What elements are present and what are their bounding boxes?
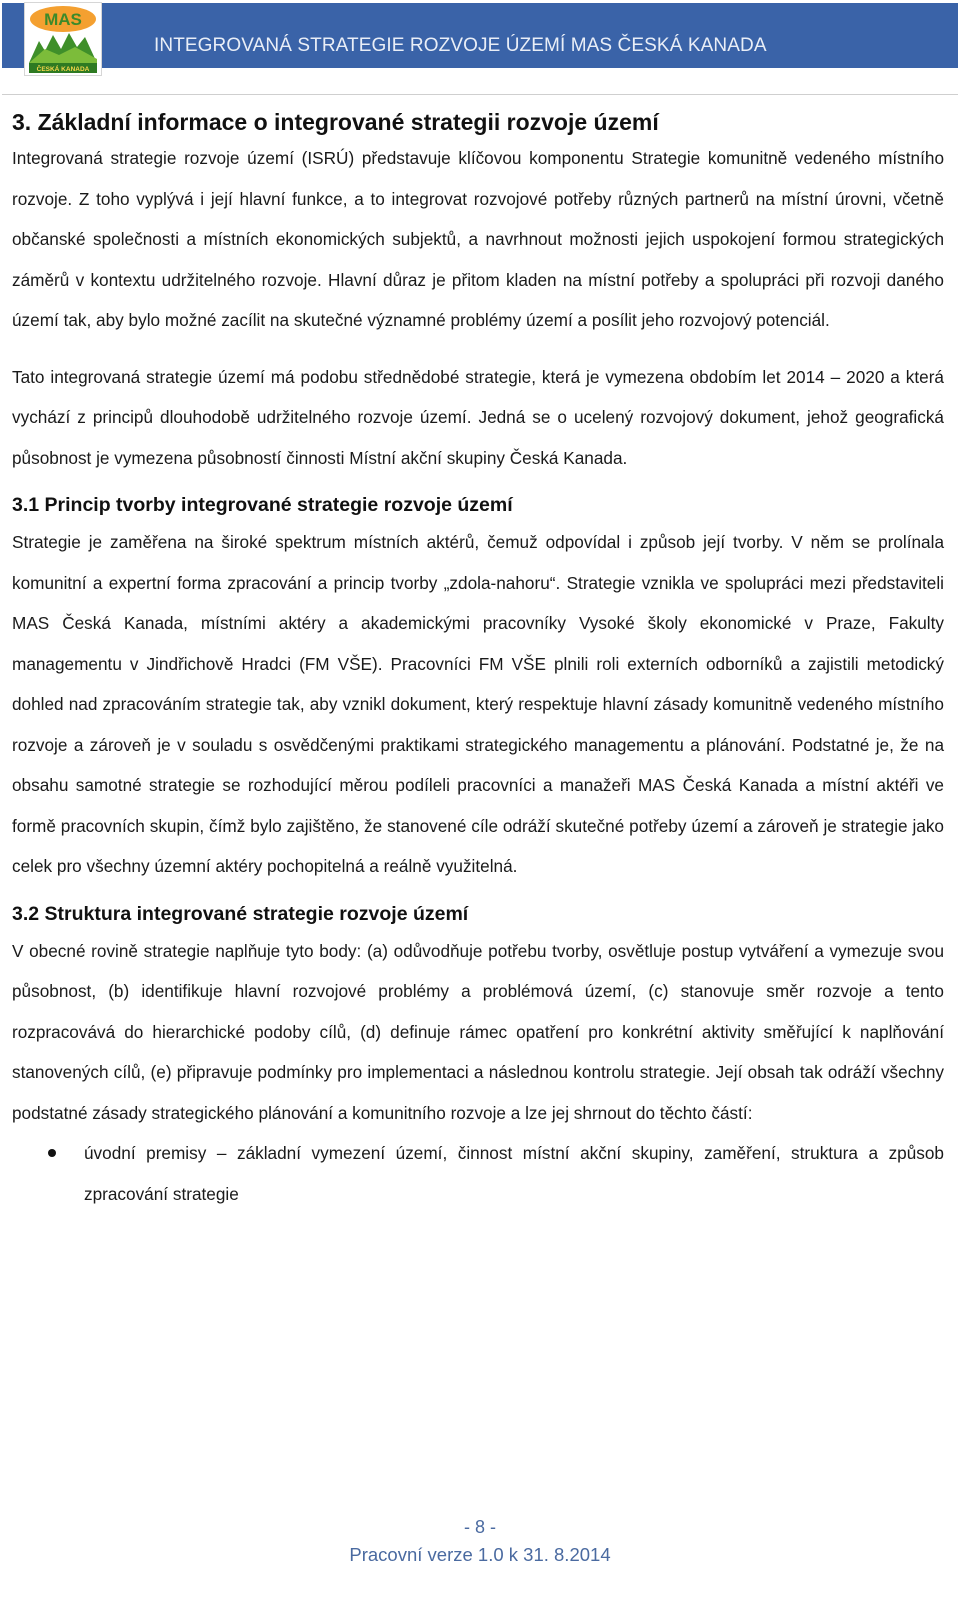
page-content: [12, 108, 944, 1214]
list-item: [12, 1133, 944, 1214]
section-3-1-heading: 3.1 Princip tvorby integrované strategie rozvoje území: [12, 494, 513, 516]
bullet-text: úvodní premisy – základní vymezení území, činnost místní akční skupiny, zaměření, struktura a způsob zpracování strategie: [84, 1143, 944, 1204]
header-divider: [2, 94, 958, 95]
page-number: - 8 -: [463, 1517, 496, 1537]
page-footer: [0, 1515, 960, 1567]
mas-logo: [24, 2, 102, 76]
section-3-paragraph-1: Integrovaná strategie rozvoje území (ISRÚ) představuje klíčovou komponentu Strategie komunitně vedeného místního rozvoje. Z toho vyplývá i její hlavní funkce, a to integrovat rozvojové potřeby různých partnerů na místní úrovni, včetně občanské společnosti a místních ekonomických subjektů, a navrhnout možnosti jejich uspokojení formou strategických záměrů v kontextu udržitelného rozvoje. Hlavní důraz je přitom kladen na místní potřeby a spolupráci při rozvoji daného území tak, aby bylo možné zacílit na skutečné významné problémy území a posílit jeho rozvojový potenciál.: [12, 148, 944, 330]
bullet-icon: [48, 1149, 56, 1157]
version-note: Pracovní verze 1.0 k 31. 8.2014: [349, 1544, 611, 1565]
logo-ceska-kanada-text: ČESKÁ KANADA: [36, 66, 90, 73]
mas-logo-graphic: [25, 3, 101, 75]
header-title: INTEGROVANÁ STRATEGIE ROZVOJE ÚZEMÍ MAS ČESKÁ KANADA: [154, 35, 767, 56]
section-3-2-bullet-list: [12, 1133, 944, 1214]
section-3-2-paragraph: V obecné rovině strategie naplňuje tyto body: (a) odůvodňuje potřebu tvorby, osvětluje postup vytváření a vymezuje svou působnost, (b) identifikuje hlavní rozvojové problémy a problémová území, (c) stanovuje směr rozvoje a tento rozpracovává do hierarchické podoby cílů, (d) definuje rámec opatření pro konkrétní aktivity směřující k naplňování stanovených cílů, (e) připravuje podmínky pro implementaci a následnou kontrolu strategie. Její obsah tak odráží všechny podstatné zásady strategického plánování a komunitního rozvoje a lze jej shrnout do těchto částí:: [12, 940, 944, 1123]
section-3-heading: 3. Základní informace o integrované strategii rozvoje území: [12, 109, 659, 135]
section-3-paragraph-2: Tato integrovaná strategie území má podobu střednědobé strategie, která je vymezena obdobím let 2014 – 2020 a která vychází z principů dlouhodobě udržitelného rozvoje území. Jedná se o ucelený rozvojový dokument, jehož geografická působnost je vymezena působností činnosti Místní akční skupiny Česká Kanada.: [12, 366, 944, 468]
logo-mas-text: MAS: [44, 10, 82, 29]
section-3-2-heading: 3.2 Struktura integrované strategie rozvoje území: [12, 902, 469, 925]
header-band: [2, 3, 958, 68]
section-3-1-paragraph: Strategie je zaměřena na široké spektrum místních aktérů, čemuž odpovídal i způsob její tvorby. V něm se prolínala komunitní a expertní forma zpracování a princip tvorby „zdola-nahoru“. Strategie vznikla ve spolupráci mezi představiteli MAS Česká Kanada, místními aktéry a akademickými pracovníky Vysoké školy ekonomické v Praze, Fakulty managementu v Jindřichově Hradci (FM VŠE). Pracovníci FM VŠE plnili roli externích odborníků a zajistili metodický dohled nad zpracováním strategie tak, aby vznikl dokument, který respektuje hlavní zásady komunitně vedeného místního rozvoje a zároveň je v souladu s osvědčenými praktikami strategického managementu a plánování. Podstatné je, že na obsahu samotné strategie se rozhodující měrou podíleli pracovníci a manažeři MAS Česká Kanada a místní aktéři ve formě pracovních skupin, čímž bylo zajištěno, že stanovené cíle odráží skutečné potřeby území a zároveň je strategie jako celek pro všechny územní aktéry pochopitelná a reálně využitelná.: [12, 532, 944, 876]
